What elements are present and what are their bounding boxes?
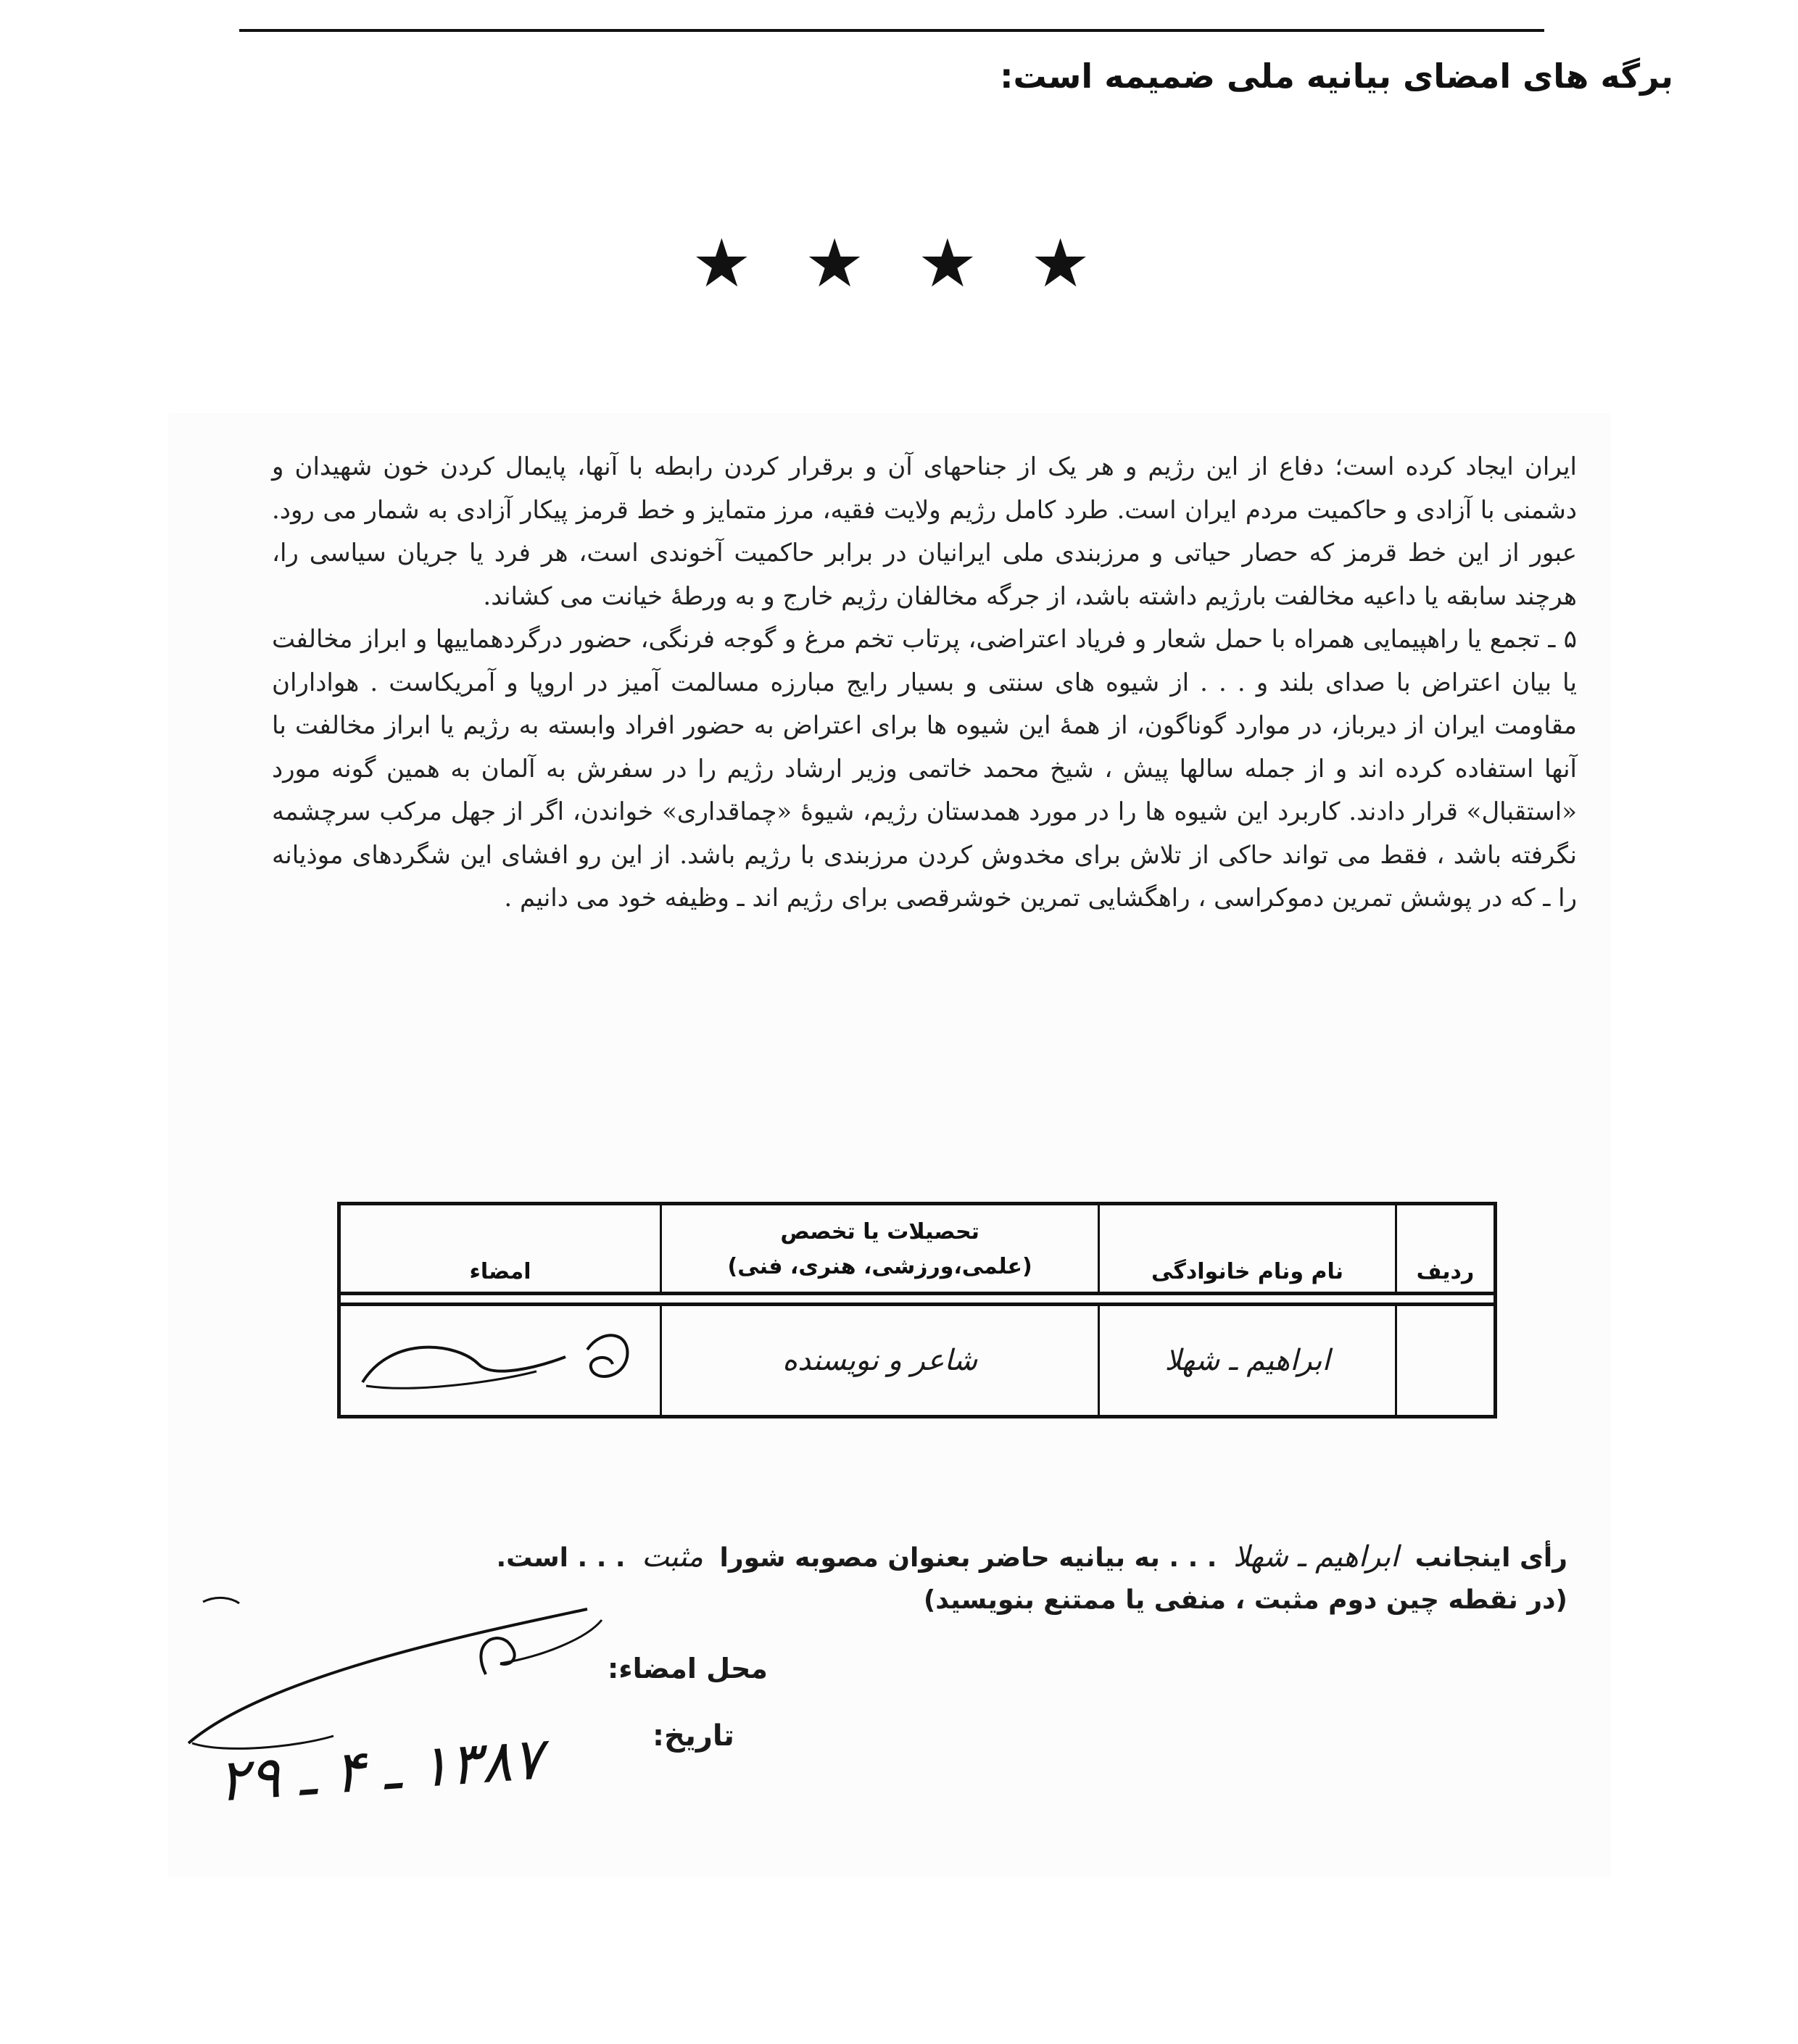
statement-paragraph-2: ۵ ـ تجمع یا راهپیمایی همراه با حمل شعار و فریاد اعتراضی، پرتاب تخم مرغ و گوجه فرنگی، حضور درگردهماییها و ابراز مخالفت یا بیان اعتراض با صدای بلند و . . . از شیوه های سنتی و بسیار رایج مبارزه مسالمت آمیز در اروپا و آمریکاست . هواداران مقاومت ایران از دیرباز، در موارد گوناگون، از همهٔ این شیوه ها برای اعتراض به حضور افراد وابسته به رژیم یا ابراز مخالفت با آنها استفاده کرده اند و از جمله سالها پیش ، شیخ محمد خاتمی وزیر ارشاد رژیم را در سفرش به آلمان به همین گونه مورد «استقبال» قرار دادند. کاربرد این شیوه ها را در مورد همدستان رژیم، شیوهٔ «چماقداری» خواندن، اگر از جهل مرکب سرچشمه نگرفته باشد ، فقط می تواند حاکی از تلاش برای مخدوش کردن مرزبندی با رژیم باشد. از این رو افشای این شگردهای موذیانه را ـ که در پوشش تمرین دموکراسی ، راهگشایی تمرین خوشرقصی برای رژیم اند ـ وظیفه خود می دانیم . — [272, 625, 1577, 913]
voter-name-handwritten: ابراهیم ‌ـ شهلا — [1233, 1540, 1399, 1574]
star-separator: ★ ★ ★ ★ — [692, 225, 1106, 302]
vote-value-handwritten: مثبت — [642, 1540, 703, 1574]
signature-place-label: محل امضاء: — [608, 1653, 768, 1684]
header-row-number: ردیف — [1396, 1204, 1495, 1294]
vote-middle: . . . به بیانیه حاضر بعنوان مصوبه شورا — [719, 1543, 1217, 1573]
date-handwritten: ۱۳۸۷ ـ ۴ ـ ۲۹ — [215, 1724, 546, 1815]
vote-line — [496, 1540, 1567, 1585]
header-education-line2: (علمی،ورزشی، هنری، فنی) — [727, 1254, 1032, 1279]
cell-signature — [339, 1305, 661, 1417]
table-header-row — [339, 1204, 1496, 1294]
cell-education: شاعر و نویسنده — [661, 1305, 1099, 1417]
page-title: برگه های امضای بیانیه ملی ضمیمه است: — [1000, 57, 1673, 96]
table-divider — [339, 1294, 1496, 1305]
date-label: تاریخ: — [652, 1719, 734, 1753]
cell-full-name: ابراهیم ‌ـ شهلا — [1099, 1305, 1396, 1417]
handwritten-signature — [348, 1313, 652, 1400]
statement-paragraph-1: ایران ایجاد کرده است؛ دفاع از این رژیم و هر یک از جناحهای آن و برقرار کردن رابطه با آنها، پایمال کردن خون شهیدان و دشمنی با آزادی و حاکمیت مردم ایران است. طرد کامل رژیم ولایت فقیه، مرز متمایز و خط قرمز پیکار آزادی به شمار می رود. عبور از این خط قرمز که حصار حیاتی و مرزبندی ملی ایرانیان در برابر حاکمیت آخوندی است، هر فرد یا جریان سیاسی را، هرچند سابقه یا داعیه مخالفت بارژیم داشته باشد، از جرگه مخالفان رژیم خارج و به ورطهٔ خیانت می کشاند. — [272, 452, 1577, 611]
statement-body — [272, 446, 1577, 921]
table-row — [339, 1305, 1496, 1417]
top-rule — [239, 29, 1544, 32]
vote-statement — [496, 1540, 1567, 1630]
header-education-line1: تحصیلات یا تخصص — [780, 1219, 979, 1245]
vote-suffix: . . . است. — [496, 1543, 626, 1573]
header-full-name: نام ونام خانوادگی — [1099, 1204, 1396, 1294]
header-education — [661, 1204, 1099, 1294]
vote-instruction: (در نقطه چین دوم مثبت ، منفی یا ممتنع بنویسید) — [923, 1585, 1567, 1615]
signature-table — [337, 1202, 1497, 1418]
header-signature: امضاء — [339, 1204, 661, 1294]
cell-row-number — [1396, 1305, 1495, 1417]
vote-prefix: رأی اینجانب — [1414, 1543, 1567, 1573]
